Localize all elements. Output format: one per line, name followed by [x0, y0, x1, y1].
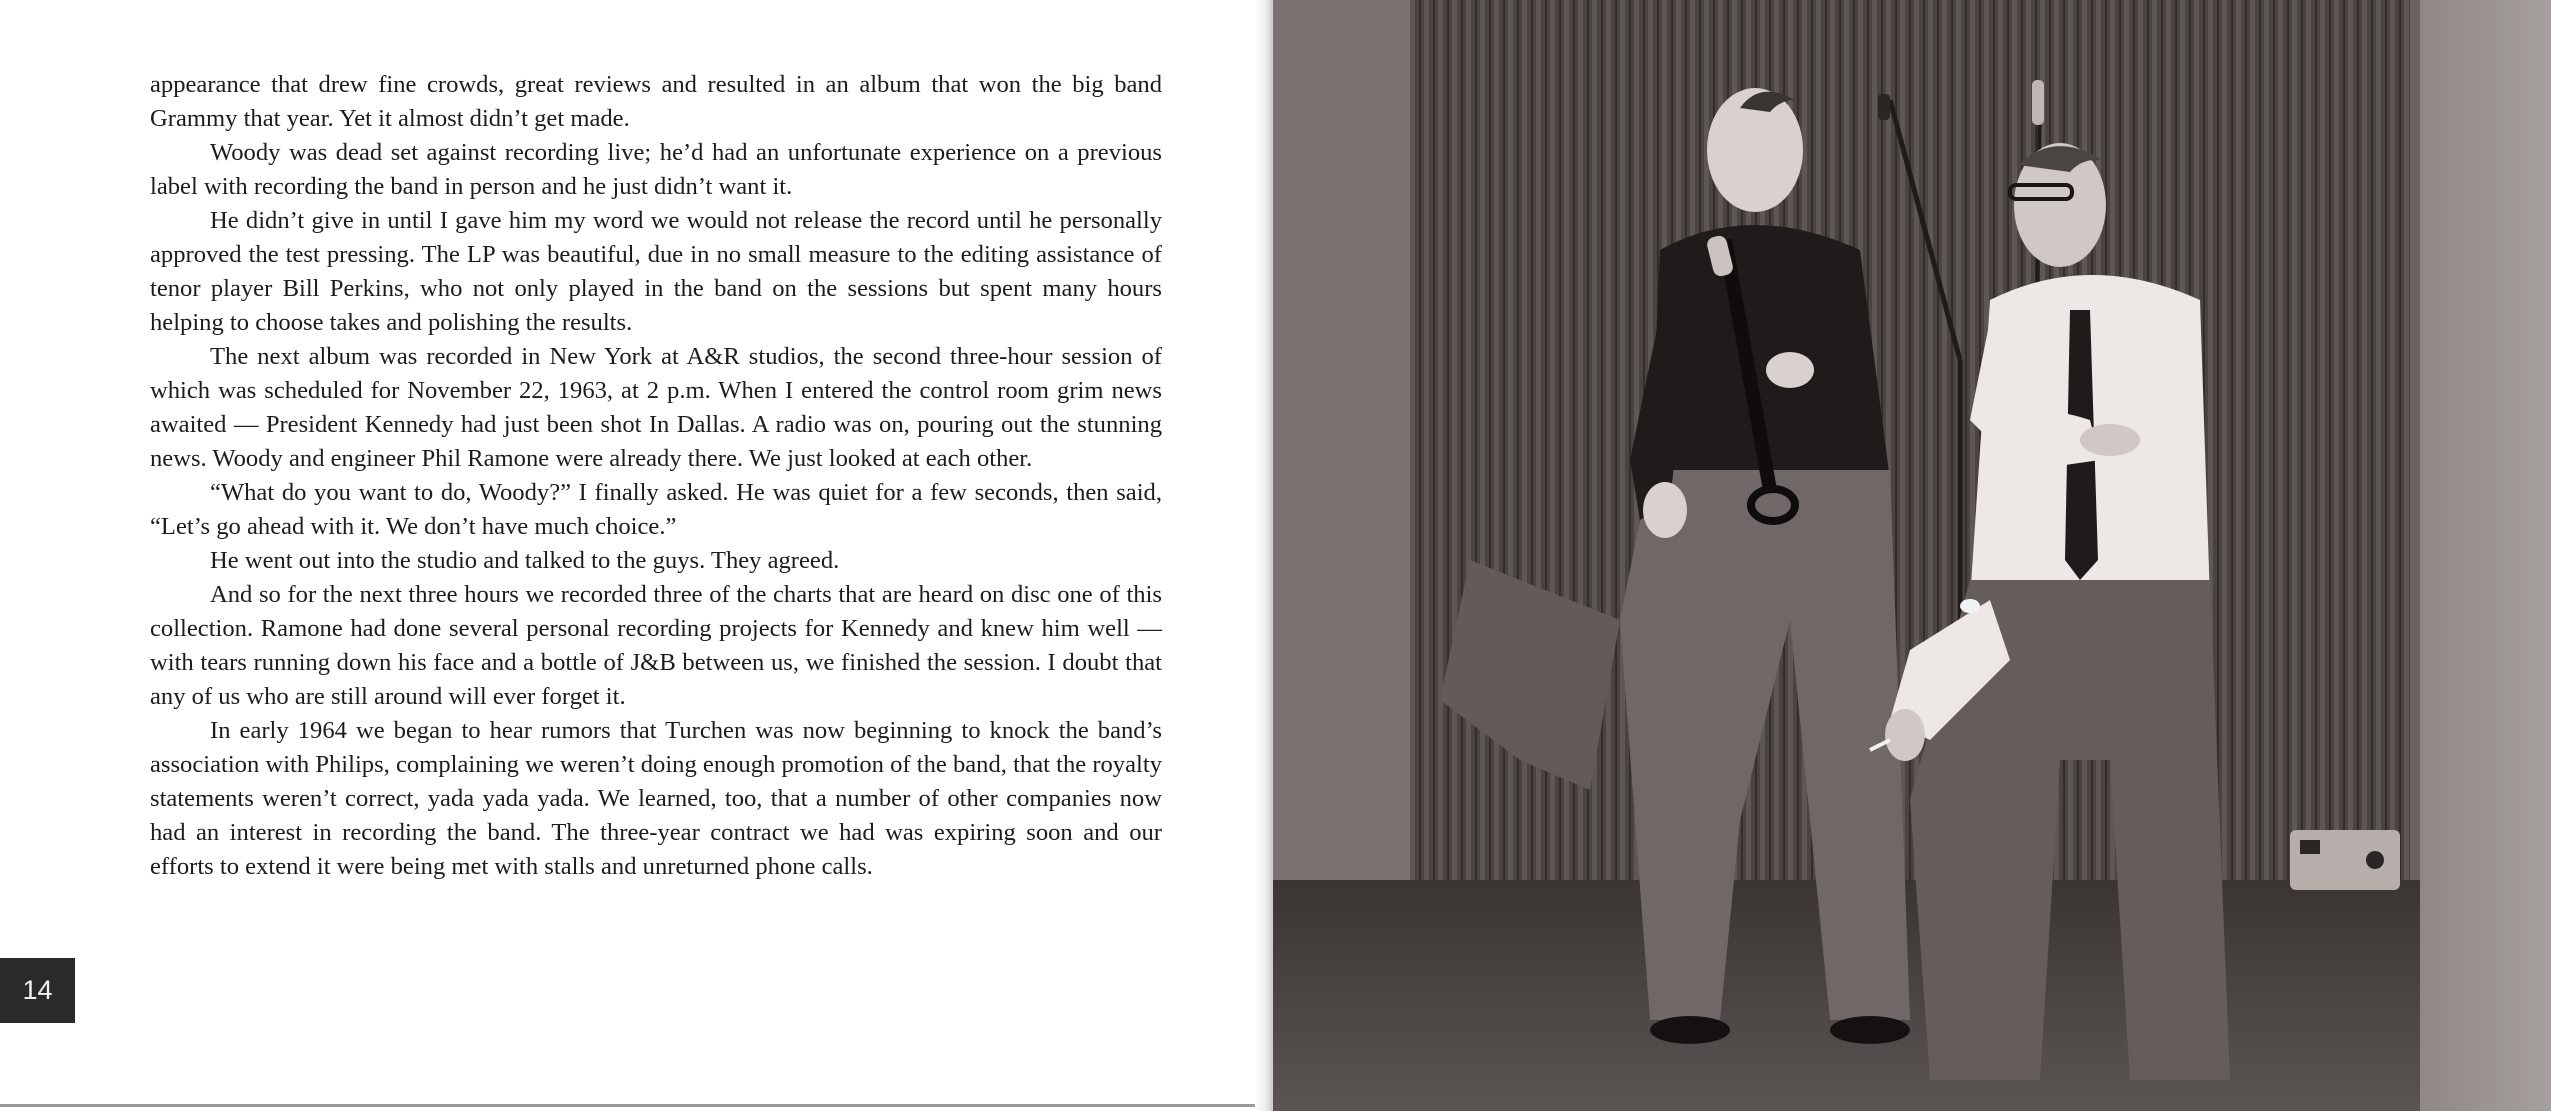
- paragraph-3: He didn’t give in until I gave him my word we would not release the record until he personally approved the test pressing. The LP was beautiful, due in no small measure to the editing assistance of tenor player Bill Perkins, who not only played in the band on the sessions but spent many hours helping to choose takes and polishing the results.: [150, 207, 1162, 336]
- paragraph-1: appearance that drew fine crowds, great reviews and resulted in an album that won the big band Grammy that year. Yet it almost didn’t get made.: [150, 71, 1162, 132]
- paragraph-2: Woody was dead set against recording live; he’d had an unfortunate experience on a previous label with recording the band in person and he just didn’t want it.: [150, 139, 1162, 200]
- paragraph-5: “What do you want to do, Woody?” I finally asked. He was quiet for a few seconds, then said, “Let’s go ahead with it. We don’t have much choice.”: [150, 479, 1162, 540]
- paragraph-6: He went out into the studio and talked to the guys. They agreed.: [210, 547, 840, 574]
- article-body: [150, 68, 1162, 884]
- page-number: 14: [0, 958, 75, 1023]
- studio-photo: [1270, 0, 2551, 1111]
- microphone: [2032, 80, 2044, 125]
- left-page: [0, 0, 1268, 1111]
- paragraph-7: And so for the next three hours we recorded three of the charts that are heard on disc one of this collection. Ramone had done several personal recording projects for Kennedy and knew him well — with tears running down his face and a bottle of J&B between us, we finished the session. I doubt that any of us who are still around will ever forget it.: [150, 581, 1162, 710]
- bottom-rule: [0, 1104, 1268, 1107]
- paragraph-8: In early 1964 we began to hear rumors that Turchen was now beginning to knock the band’s association with Philips, complaining we weren’t doing enough promotion of the band, that the royalty statements weren’t correct, yada yada yada. We learned, too, that a number of other companies now had an interest in recording the band. The three-year contract we had was expiring soon and our efforts to extend it were being met with stalls and unreturned phone calls.: [150, 717, 1162, 880]
- paragraph-4: The next album was recorded in New York at A&R studios, the second three-hour session of which was scheduled for November 22, 1963, at 2 p.m. When I entered the control room grim news awaited — President Kennedy had just been shot In Dallas. A radio was on, pouring out the stunning news. Woody and engineer Phil Ramone were already there. We just looked at each other.: [150, 343, 1162, 472]
- book-gutter: [1255, 0, 1271, 1111]
- studio-wall: [2420, 0, 2551, 1111]
